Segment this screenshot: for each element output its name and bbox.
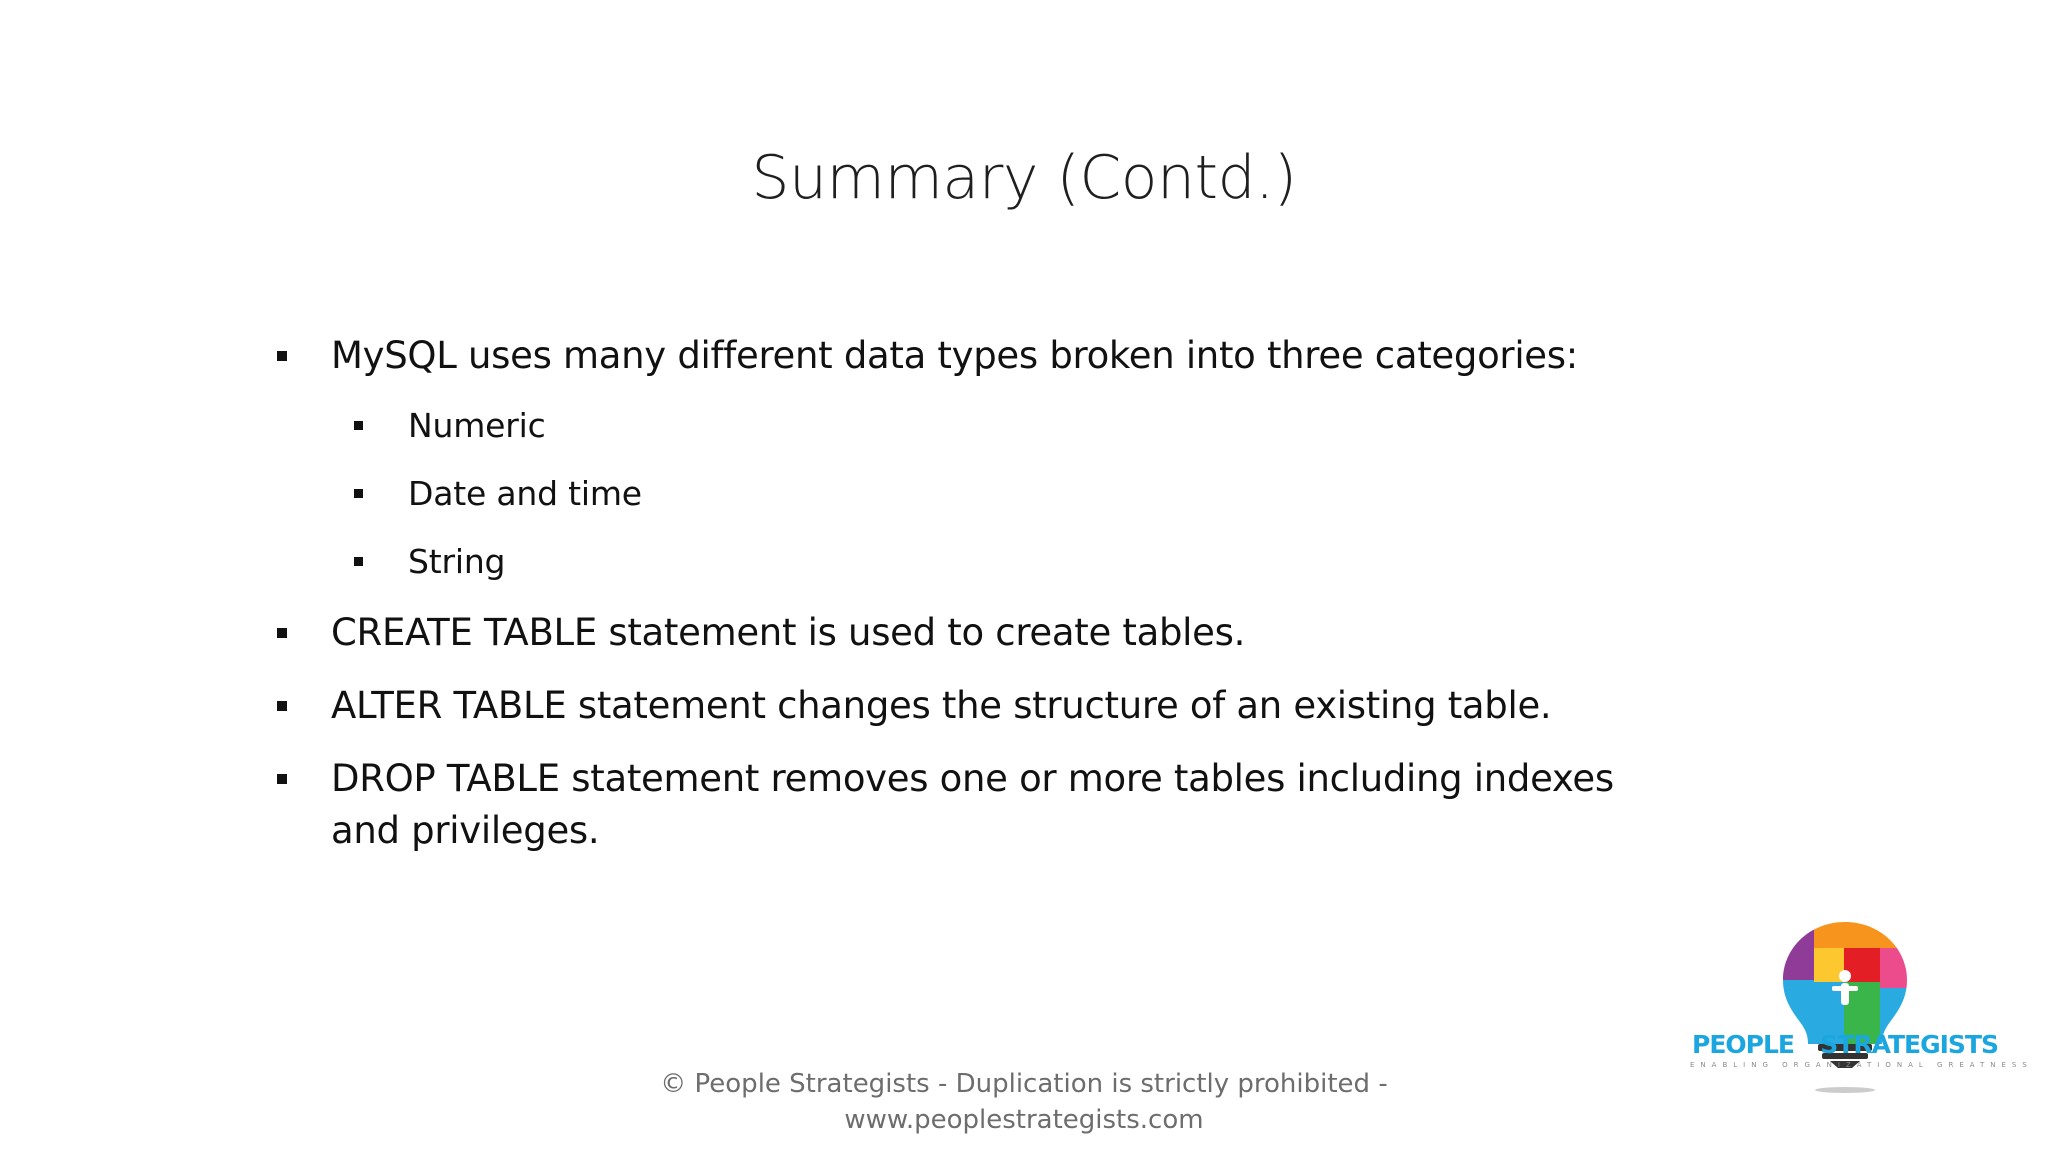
sub-bullet-item — [352, 539, 1655, 585]
bullet-text: MySQL uses many different data types broken into three categories: — [331, 334, 1578, 377]
sub-bullet-text: String — [408, 542, 506, 581]
bullet-item — [275, 607, 1655, 659]
footer-copyright — [0, 1066, 2048, 1138]
bullet-item — [275, 680, 1655, 732]
bullet-item — [275, 753, 1671, 857]
bullet-item — [275, 330, 1655, 382]
bullet-text: CREATE TABLE statement is used to create tables. — [331, 611, 1246, 654]
slide-title: Summary (Contd.) — [751, 143, 1297, 213]
sub-bullet-text: Numeric — [408, 406, 546, 445]
logo-word-people: PEOPLE — [1692, 1030, 1794, 1059]
square-bullet-icon — [354, 489, 363, 498]
bullet-text: DROP TABLE statement removes one or more tables including indexes and privileges. — [331, 757, 1614, 852]
sub-bullet-item — [352, 471, 1655, 517]
footer-line-2: www.peoplestrategists.com — [844, 1105, 1204, 1135]
square-bullet-icon — [277, 774, 287, 784]
sub-bullet-item — [352, 403, 1655, 449]
bullet-list — [275, 330, 1655, 878]
square-bullet-icon — [354, 421, 363, 430]
square-bullet-icon — [277, 701, 287, 711]
sub-bullet-text: Date and time — [408, 474, 642, 513]
logo-tagline: ENABLING ORGANIZATIONAL GREATNESS — [1690, 1061, 2033, 1069]
square-bullet-icon — [354, 557, 363, 566]
sub-bullet-list — [275, 403, 1655, 585]
bullet-text: ALTER TABLE statement changes the structure of an existing table. — [331, 684, 1552, 727]
logo-word-strategists: STRATEGISTS — [1820, 1030, 1998, 1059]
footer-line-1: © People Strategists - Duplication is strictly prohibited - — [660, 1069, 1388, 1099]
square-bullet-icon — [277, 628, 287, 638]
square-bullet-icon — [277, 351, 287, 361]
